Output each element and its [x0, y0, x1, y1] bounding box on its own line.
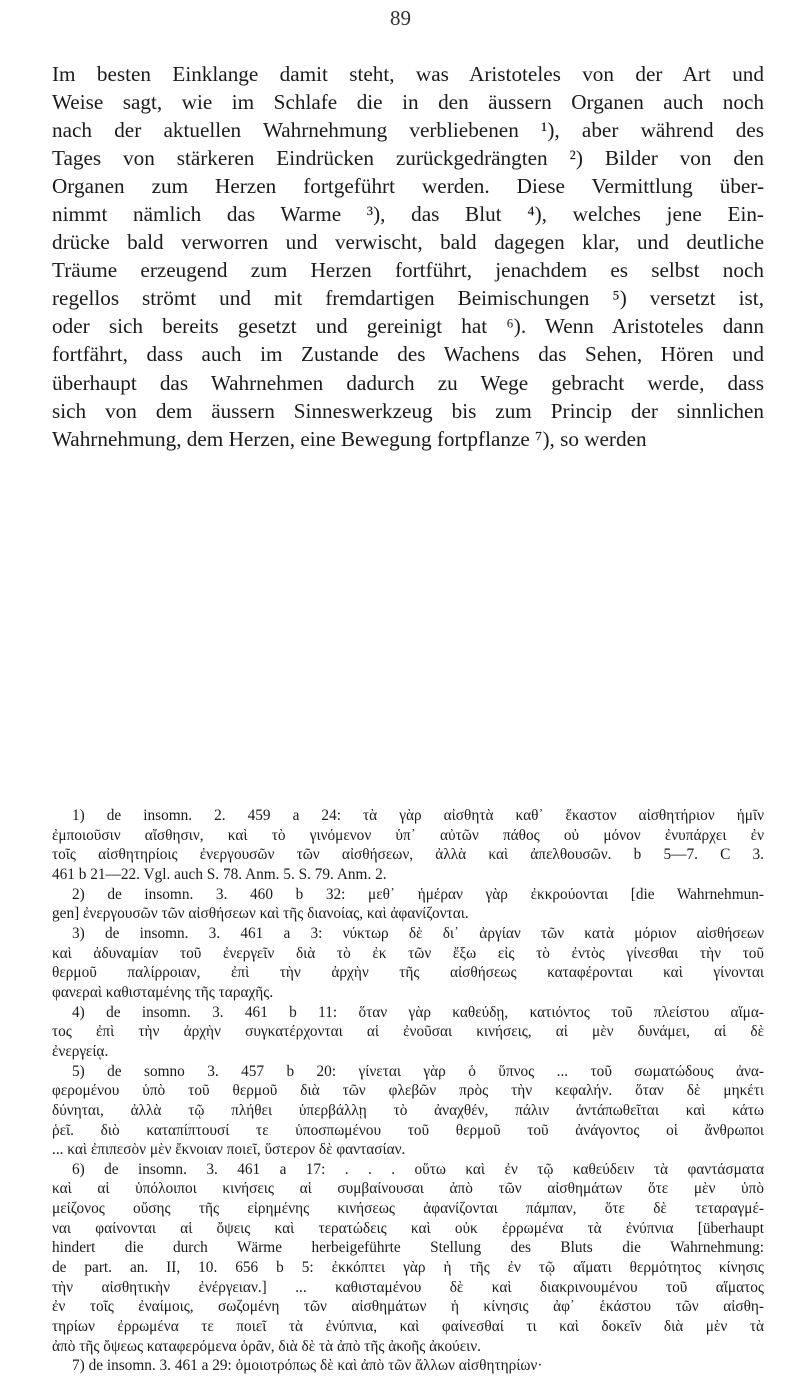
footnote-line: gen] ἐνεργουσῶν τῶν αἰσθήσεων καὶ τῆς διανοίας, καὶ ἀφανίζονται. — [52, 905, 469, 923]
page-number: 89 — [390, 6, 411, 30]
footnote-line: 6) de insomn. 3. 461 a 17: . . . οὕτω καὶ ἐν τῷ καθεύδειν τὰ φαντάσματα — [72, 1160, 764, 1178]
main-line: Tages von stärkeren Eindrücken zurückgedrängten ²) Bilder von den — [52, 146, 764, 171]
footnote-line: ... καὶ ἐπιπεσὸν μὲν ἔκνοιαν ποιεῖ, ὕστερον δὲ φαντασίαν. — [52, 1141, 406, 1159]
footnote-line: 1) de insomn. 2. 459 a 24: τὰ γὰρ αἰσθητὰ καθ᾽ ἕκαστον αἰσθητήριον ἡμῖν — [72, 807, 764, 824]
footnotes — [52, 806, 764, 1376]
main-line: Im besten Einklange damit steht, was Aristoteles von der Art und — [52, 62, 764, 86]
main-line: regellos strömt und mit fremdartigen Beimischungen ⁵) versetzt ist, — [52, 286, 764, 311]
footnote-line: de part. an. II, 10. 656 b 5: ἐκκόπτει γὰρ ἡ τῆς ἐν τῷ αἵματι θερμότητος κίνησις — [52, 1259, 764, 1277]
footnote-line: ναι φαίνονται αἱ ὄψεις καὶ τερατώδεις καὶ οὐκ ἐρρωμένα τὰ ἐνύπνια [überhaupt — [52, 1219, 764, 1237]
footnote-line: 7) de insomn. 3. 461 a 29: ὁμοιοτρόπως δὲ καὶ ἀπὸ τῶν ἄλλων αἰσθητηρίων· — [72, 1357, 543, 1375]
footnote-line: ἐμποιοῦσιν αἴσθησιν, καὶ τὸ γινόμενον ὑπ᾽ αὐτῶν πάθος οὐ μόνον ἐνυπάρχει ἐν — [52, 826, 764, 844]
main-text — [52, 60, 764, 453]
footnote-line: 3) de insomn. 3. 461 a 3: νύκτωρ δὲ δι᾽ ἀργίαν τῶν κατὰ μόριον αἰσθήσεων — [72, 924, 764, 942]
footnote-line: 461 b 21—22. Vgl. auch S. 78. Anm. 5. S. 79. Anm. 2. — [52, 865, 387, 883]
footnote-line: τος ἐπὶ τὴν ἀρχὴν συγκατέρχονται αἱ ἐνοῦσαι κινήσεις, αἱ μὲν δυνάμει, αἱ δὲ — [52, 1023, 764, 1041]
footnote-line: 5) de somno 3. 457 b 20: γίνεται γὰρ ὁ ὕπνος ... τοῦ σωματώδους ἀνα- — [72, 1062, 764, 1080]
main-line: nimmt nämlich das Warme ³), das Blut ⁴), welches jene Ein- — [52, 202, 764, 227]
main-line: Träume erzeugend zum Herzen fortführt, jenachdem es selbst noch — [52, 258, 764, 283]
footnote-line: τηρίων ἐρρωμένα τε ποιεῖ τὰ ἐνύπνια, καὶ φαίνεσθαί τι καὶ δοκεῖν διὰ μὲν τὰ — [52, 1318, 764, 1336]
footnote-line: μείζονος οὔσης τῆς εἰρημένης κινήσεως ἀφανίζονται πάμπαν, ὅτε δὲ τεταραγμέ- — [52, 1200, 764, 1218]
main-line: überhaupt das Wahrnehmen dadurch zu Wege gebracht werde, dass — [52, 370, 764, 395]
footnote-line: φερομένου ὑπὸ τοῦ θερμοῦ διὰ τῶν φλεβῶν πρὸς τὴν κεφαλήν. ὅταν δὲ μηκέτι — [52, 1082, 764, 1100]
footnote-line: δύνηται, ἀλλὰ τῷ πλήθει ὑπερβάλλῃ τὸ ἀναχθέν, πάλιν ἀντάπωθεῖται καὶ κάτω — [52, 1101, 764, 1119]
footnote-line: καὶ αἱ ὑπόλοιποι κινήσεις αἱ συμβαίνουσαι ἀπὸ τῶν αἰσθημάτων ὅτε μὲν ὑπὸ — [52, 1180, 764, 1198]
footnote-line: καὶ ἀδυναμίαν τοῦ ἐνεργεῖν διὰ τὸ ἐκ τῶν ἔξω εἰς τὸ ἐντὸς γίνεσθαι τὴν τοῦ — [52, 944, 764, 962]
footnote-line: ῥεῖ. διὸ καταπίπτουσί τε ὑποσπωμένου τοῦ θερμοῦ τοῦ ἀνάγοντος οἱ ἄνθρωποι — [52, 1121, 764, 1139]
footnote-line: 4) de insomn. 3. 461 b 11: ὅταν γὰρ καθεύδῃ, κατιόντος τοῦ πλείστου αἵμα- — [72, 1003, 764, 1021]
footnote-line: τὴν αἰσθητικὴν ἐνέργειαν.] ... καθισταμένου δὲ καὶ διακρινουμένου τοῦ αἵματος — [52, 1278, 764, 1296]
main-line: sich von dem äussern Sinneswerkzeug bis zum Princip der sinnlichen — [52, 398, 764, 423]
footnote-line: τοῖς αἰσθητηρίοις ἐνεργουσῶν τῶν αἰσθήσεων, ἀλλὰ καὶ ἀπελθουσῶν. b 5—7. C 3. — [52, 846, 764, 864]
main-line: nach der aktuellen Wahrnehmung verbliebenen ¹), aber während des — [52, 118, 764, 143]
main-line: drücke bald verworren und verwischt, bald dagegen klar, und deutliche — [52, 230, 764, 255]
footnote-line: ἐν τοῖς ἐναίμοις, σωζομένη τῶν αἰσθημάτων ἡ κίνησις ἀφ᾽ ἑκάστου τῶν αἰσθη- — [52, 1298, 764, 1316]
footnote-line: ἐνεργείᾳ. — [52, 1042, 109, 1060]
main-line: oder sich bereits gesetzt und gereinigt hat ⁶). Wenn Aristoteles dann — [52, 314, 764, 339]
main-line: fortfährt, dass auch im Zustande des Wachens das Sehen, Hören und — [52, 342, 764, 367]
main-line: Weise sagt, wie im Schlafe die in den äussern Organen auch noch — [52, 90, 764, 115]
footnote-line: θερμοῦ παλίρροιαν, ἐπὶ τὴν ἀρχὴν τῆς αἰσθήσεως καταφέρονται καὶ γίνονται — [52, 964, 764, 982]
footnote-line: ἀπὸ τῆς ὄψεως καταφερόμενα ὁρᾶν, διὰ δὲ τὰ ἀπὸ τῆς ἀκοῆς ἀκούειν. — [52, 1337, 482, 1355]
main-line: Wahrnehmung, dem Herzen, eine Bewegung fortpflanze ⁷), so werden — [52, 426, 647, 451]
footnote-line: 2) de insomn. 3. 460 b 32: μεθ᾽ ἡμέραν γὰρ ἐκκρούονται [die Wahrnehmun- — [72, 885, 764, 903]
footnote-line: hindert die durch Wärme herbeigeführte Stellung des Bluts die Wahrnehmung: — [52, 1239, 764, 1257]
main-line: Organen zum Herzen fortgeführt werden. Diese Vermittlung über- — [52, 174, 764, 199]
footnote-line: φανεραὶ καθισταμένης τῆς ταραχῆς. — [52, 983, 274, 1001]
